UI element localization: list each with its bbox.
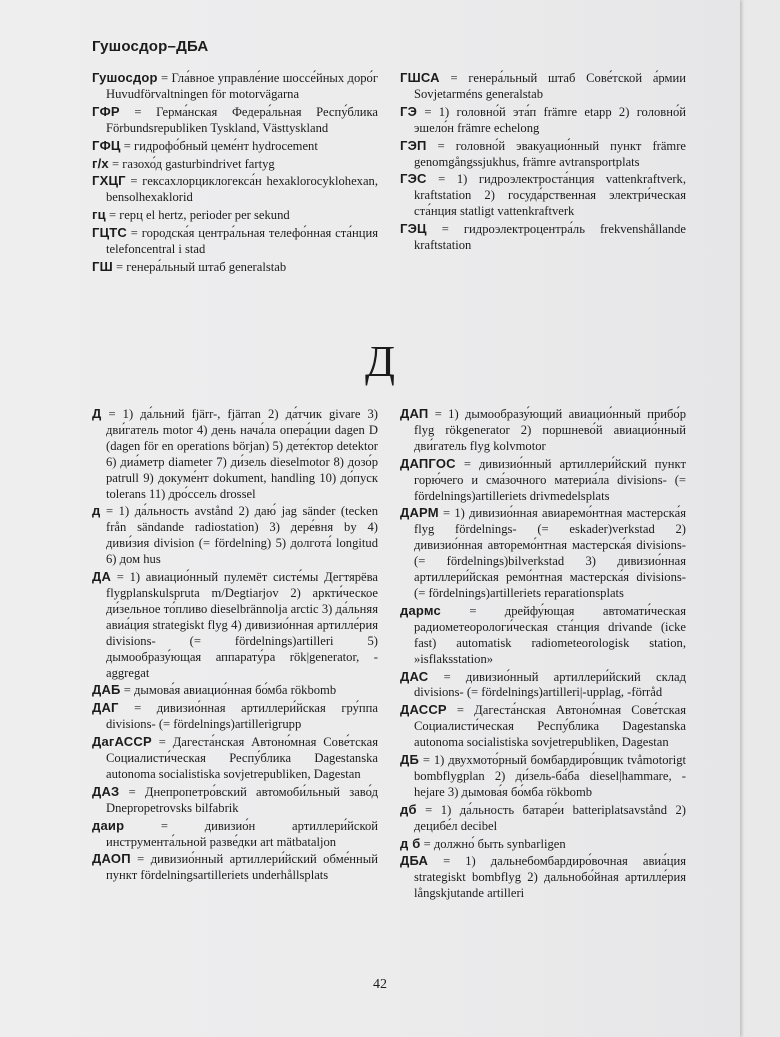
entry-headword: ГЭ — [400, 103, 418, 119]
entry-definition: = газохо́д gasturbindrivet fartyg — [108, 156, 275, 171]
section2-left-column — [92, 406, 378, 885]
entry-headword: ГШСА — [400, 70, 440, 85]
entry-headword: ДАССР — [400, 702, 447, 718]
dictionary-entry — [92, 225, 378, 258]
entry-definition: = 1) дивизио́нная авиаремо́нтная мастерска́я flyg fördelnings- (= eskader)verkstad 2) дивизио́нная авторемо́нтная мастерска́я divisions- (= fördelnings)bilverkstad 3) дивизио́нная артиллери́йская ремо́нтная мастерска́я divisions- (= fördelnings)artilleriets reparationsplats — [414, 506, 686, 600]
entry-headword: ДАП — [400, 406, 429, 421]
entry-headword: г/х — [92, 155, 109, 171]
entry-headword: ГШ — [92, 258, 113, 274]
dictionary-entry — [92, 818, 378, 851]
entry-headword: ДАПГОС — [400, 455, 456, 471]
entry-headword: д — [92, 503, 101, 519]
dictionary-entry — [400, 669, 686, 702]
dictionary-entry — [400, 603, 686, 668]
entry-definition: = дивизио́нный артиллери́йский обме́нный пункт fördelningsartilleriets underhållsplats — [106, 852, 378, 883]
entry-headword: ГФР — [92, 103, 120, 119]
entry-headword: ДАОП — [92, 851, 131, 867]
dictionary-entry — [400, 802, 686, 835]
dictionary-entry — [92, 682, 378, 699]
section2-right-column — [400, 406, 686, 903]
entry-headword: дб — [400, 801, 417, 817]
entry-definition: = 1) гидроэлектроста́нция vattenkraftverk, kraftstation 2) госуда́рственная электри́ческая ста́нция statligt vattenkraftverk — [414, 172, 686, 219]
entry-headword: ДагАССР — [92, 734, 152, 750]
entry-definition: = 1) головно́й эта́п främre etapp 2) головно́й эшело́н främre echelong — [414, 104, 686, 135]
entry-definition: = дрейфу́ющая автомати́ческая радиометеорологи́ческая ста́нция drivande (icke fast) automatisk radiometeorologisk station, »isflaksstation» — [414, 603, 686, 666]
dictionary-entry — [92, 503, 378, 568]
entry-definition: = гексахлорциклогекса́н hexaklorocyklohexan, bensolhexaklorid — [106, 174, 378, 205]
entry-definition: = 1) да́льность avstånd 2) даю́ jag sänder (tecken från sändande radiostation) 3) дере́вня by 4) диви́зия division (= fördelning) 5) долгота́ longitud 6) дом hus — [100, 504, 378, 567]
entry-definition: = генера́льный штаб Сове́тской а́рмии Sovjetarméns generalstab — [414, 71, 686, 101]
dictionary-entry — [92, 104, 378, 137]
entry-headword: ГЭП — [400, 137, 427, 153]
dictionary-entry — [400, 406, 686, 455]
entry-definition: = 1) дымообразу́ющий авиацио́нный прибо́р flyg rökgenerator 2) поршнево́й авиацио́нный дви́гатель flyg kolvmotor — [414, 407, 686, 453]
entry-headword: дармс — [400, 602, 441, 618]
entry-headword: даир — [92, 817, 125, 833]
entry-headword: ДА — [92, 569, 112, 585]
dictionary-entry — [92, 259, 378, 276]
dictionary-entry — [92, 569, 378, 681]
entry-definition: = Дагеста́нская Автоно́мная Сове́тская Социалисти́ческая Респу́блика Dagestanska autonoma socialistiska sovjetrepubliken, Dagestan — [106, 735, 378, 781]
entry-headword: ГЦТС — [92, 225, 127, 241]
dictionary-entry — [400, 836, 686, 853]
entry-definition: = 1) авиацио́нный пулемёт систе́мы Дегтярёва flygplanskulspruta m/Degtiarjov 2) аркти́ческое ди́зельное то́пливо dieselbrännolja arctic 3) да́льняя авиа́ция strategiskt flyg 4) дивизио́нная артилле́рия divisions- (= fördelnings)artilleri 5) дымообразу́ющая аппарату́ра rök|generator, -aggregat — [106, 570, 378, 680]
entry-headword: ДАЗ — [92, 783, 120, 799]
entry-headword: ДАБ — [92, 682, 121, 698]
entry-definition: = дымова́я авиацио́нная бо́мба rökbomb — [120, 683, 337, 698]
dictionary-entry — [400, 70, 686, 103]
entry-definition: = дивизио́нный артиллери́йский пункт горю́чего и сма́зочного материа́ла divisions- (= fördelnings)artilleriets drivmedelsplats — [414, 456, 686, 503]
entry-definition: = гидроэлектроцентра́ль frekvenshållande kraftstation — [414, 222, 686, 253]
section1-right-column — [400, 70, 686, 255]
dictionary-entry — [92, 207, 378, 224]
entry-definition: = головно́й эвакуацио́нный пункт främre genomgångssjukhus, främre avtransportplats — [414, 138, 686, 169]
entry-headword: ДАГ — [92, 700, 119, 716]
entry-headword: ДБА — [400, 853, 429, 869]
dictionary-entry — [92, 784, 378, 817]
dictionary-entry — [92, 70, 378, 103]
entry-headword: ГЭС — [400, 171, 427, 187]
entry-definition: = дивизио́нная артиллери́йская гру́ппа divisions- (= fördelnings)artillerigrupp — [106, 701, 378, 732]
entry-headword: ГФЦ — [92, 137, 121, 153]
section1-left-column — [92, 70, 378, 277]
entry-headword: ГЭЦ — [400, 221, 427, 237]
page-number: 42 — [373, 977, 387, 992]
dictionary-entry — [400, 138, 686, 171]
entry-definition: = Гла́вное управле́ние шоссе́йных доро́г Huvudförvaltningen för motorvägarna — [106, 71, 378, 101]
entry-definition: = дивизио́н артиллери́йской инструмента́льной разве́дки art mätbataljon — [106, 818, 378, 849]
entry-definition: = 1) дальнебомбардиро́вочная авиа́ция strategiskt bombflyg 2) дальнобо́йная артилле́рия långskjutande artilleri — [414, 854, 686, 901]
dictionary-entry — [400, 853, 686, 902]
dictionary-entry — [92, 173, 378, 206]
dictionary-entry — [400, 702, 686, 751]
dictionary-entry — [92, 138, 378, 155]
entry-definition: = герц el hertz, perioder per sekund — [105, 208, 290, 223]
dictionary-entry — [92, 406, 378, 502]
entry-definition: = Днепропетро́вский автомоби́льный заво́д Dnepropetrovsks bilfabrik — [106, 784, 378, 815]
entry-headword: д б — [400, 835, 421, 851]
entry-definition: = 1) да́льний fjärr-, fjärran 2) да́тчик givare 3) дви́гатель motor 4) день нача́ла опера́ции dagen D (dagen för en operations början) 5) дете́ктор detektor 6) диа́метр diameter 7) ди́зель dieselmotor 8) дозо́р patrull 9) докуме́нт dokument, handling 10) до́пуск tolerans 11) дро́ссель drossel — [101, 407, 378, 501]
entry-headword: ДАРМ — [400, 505, 439, 521]
dictionary-entry — [400, 456, 686, 505]
entry-headword: ДАС — [400, 668, 429, 684]
dictionary-entry — [400, 171, 686, 220]
entry-definition: = городска́я центра́льная телефо́нная ста́нция telefoncentral i stad — [106, 226, 378, 257]
entry-definition: = 1) да́льность батаре́и batteriplatsavstånd 2) децибе́л decibel — [414, 802, 686, 833]
section-letter-heading: Д — [364, 337, 395, 386]
dictionary-entry — [400, 221, 686, 254]
dictionary-entry — [400, 505, 686, 601]
dictionary-entry — [400, 752, 686, 801]
entry-definition: = должно́ быть synbarligen — [420, 836, 566, 851]
entry-definition: = гидрофо́бный цеме́нт hydrocement — [120, 138, 318, 153]
entry-headword: Гушосдор — [92, 70, 158, 85]
entry-definition: = Герма́нская Федера́льная Респу́блика Förbundsrepubliken Tyskland, Västtyskland — [106, 104, 378, 135]
dictionary-entry — [92, 851, 378, 884]
running-head: Гушосдор–ДБА — [92, 38, 209, 55]
dictionary-entry — [92, 156, 378, 173]
entry-headword: ГХЦГ — [92, 173, 126, 189]
entry-definition: = 1) двухмото́рный бомбардиро́вщик tvåmotorigt bombflygplan 2) ди́зель-ба́ба diesel|hammare, -hejare 3) дымова́я бо́мба rökbomb — [414, 753, 686, 799]
dictionary-entry — [400, 104, 686, 137]
dictionary-entry — [92, 734, 378, 783]
dictionary-entry — [92, 700, 378, 733]
entry-headword: ДБ — [400, 752, 420, 768]
entry-headword: Д — [92, 406, 102, 421]
entry-definition: = дивизио́нный артиллери́йский склад divisions- (= fördelnings)artilleri|-upplag, -förråd — [414, 669, 686, 700]
entry-definition: = генера́льный штаб generalstab — [112, 259, 287, 274]
entry-headword: гц — [92, 207, 106, 223]
entry-definition: = Дагеста́нская Автоно́мная Сове́тская Социалисти́ческая Респу́блика Dagestanska autonoma socialistiska sovjetrepubliken, Dagestan — [414, 703, 686, 750]
